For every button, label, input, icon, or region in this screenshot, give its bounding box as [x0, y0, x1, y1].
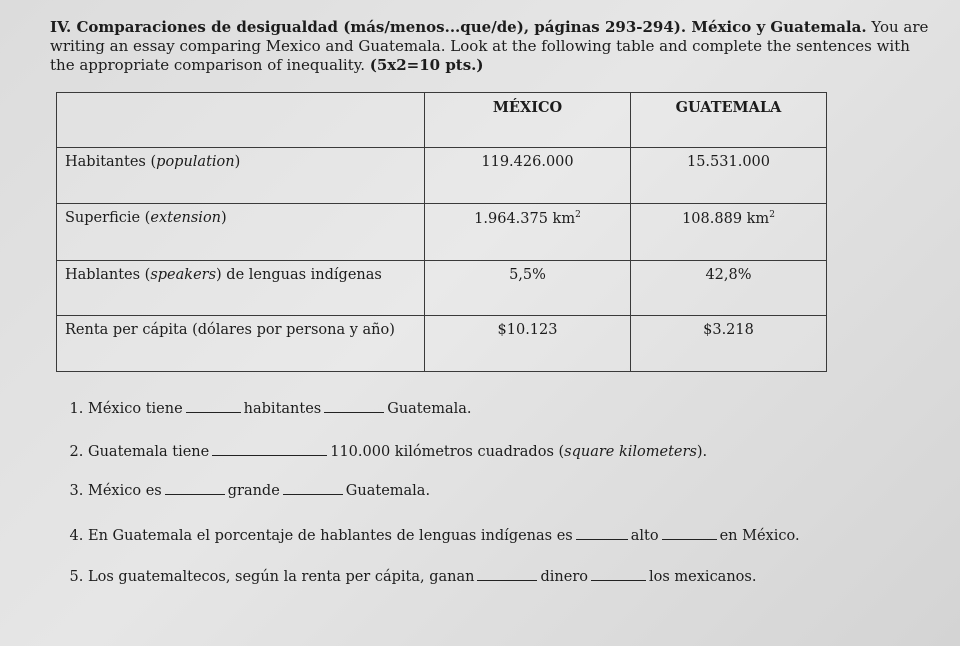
answer-blank[interactable]	[591, 566, 646, 581]
header-mexico: MÉXICO	[425, 93, 631, 148]
question-item: 4. En Guatemala el porcentaje de hablantes de lenguas indígenas es alto en México.	[88, 525, 928, 546]
question-list	[56, 398, 928, 587]
answer-blank[interactable]	[165, 480, 225, 495]
cell-mexico: 1.964.375 $km^2$	[425, 203, 631, 260]
row-label: Renta per cápita (dólares por persona y año)	[57, 316, 425, 372]
table-header-row	[57, 93, 827, 148]
cell-mexico: 119.426.000	[425, 148, 631, 204]
question-item: 1. México tiene habitantes Guatemala.	[88, 398, 928, 419]
question-item: 5. Los guatemaltecos, según la renta per cápita, ganan dinero los mexicanos.	[88, 566, 928, 587]
answer-blank[interactable]	[662, 525, 717, 540]
answer-blank[interactable]	[477, 566, 537, 581]
cell-mexico: $10.123	[425, 316, 631, 372]
header-blank	[57, 93, 425, 148]
exercise-heading	[50, 18, 930, 75]
table-row	[57, 203, 827, 260]
heading-instructions: You are writing an essay comparing Mexico and Guatemala. Look at the following table and complete the sentences with the appropriate comparison of inequality.	[50, 18, 929, 74]
table-row	[57, 148, 827, 204]
question-item: 3. México es grande Guatemala.	[88, 480, 928, 501]
row-label: Superficie (extension)	[57, 203, 425, 260]
cell-mexico: 5,5%	[425, 260, 631, 316]
heading-title: IV. Comparaciones de desigualdad (más/menos...que/de), páginas 293-294). México y Guatemala.	[50, 18, 867, 36]
answer-blank[interactable]	[186, 398, 241, 413]
cell-guatemala: $3.218	[631, 316, 827, 372]
cell-guatemala: 108.889 $km^2$	[631, 203, 827, 260]
answer-blank[interactable]	[283, 480, 343, 495]
header-guatemala: GUATEMALA	[631, 93, 827, 148]
answer-blank[interactable]	[324, 398, 384, 413]
answer-blank[interactable]	[576, 525, 628, 540]
cell-guatemala: 15.531.000	[631, 148, 827, 204]
answer-blank[interactable]	[212, 441, 327, 456]
row-label: Habitantes (population)	[57, 148, 425, 204]
row-label: Hablantes (speakers) de lenguas indígenas	[57, 260, 425, 316]
comparison-table	[56, 92, 827, 372]
cell-guatemala: 42,8%	[631, 260, 827, 316]
heading-points: (5x2=10 pts.)	[369, 56, 484, 74]
table-row	[57, 316, 827, 372]
question-item: 2. Guatemala tiene 110.000 kilómetros cuadrados (square kilometers).	[88, 441, 928, 462]
table-row	[57, 260, 827, 316]
